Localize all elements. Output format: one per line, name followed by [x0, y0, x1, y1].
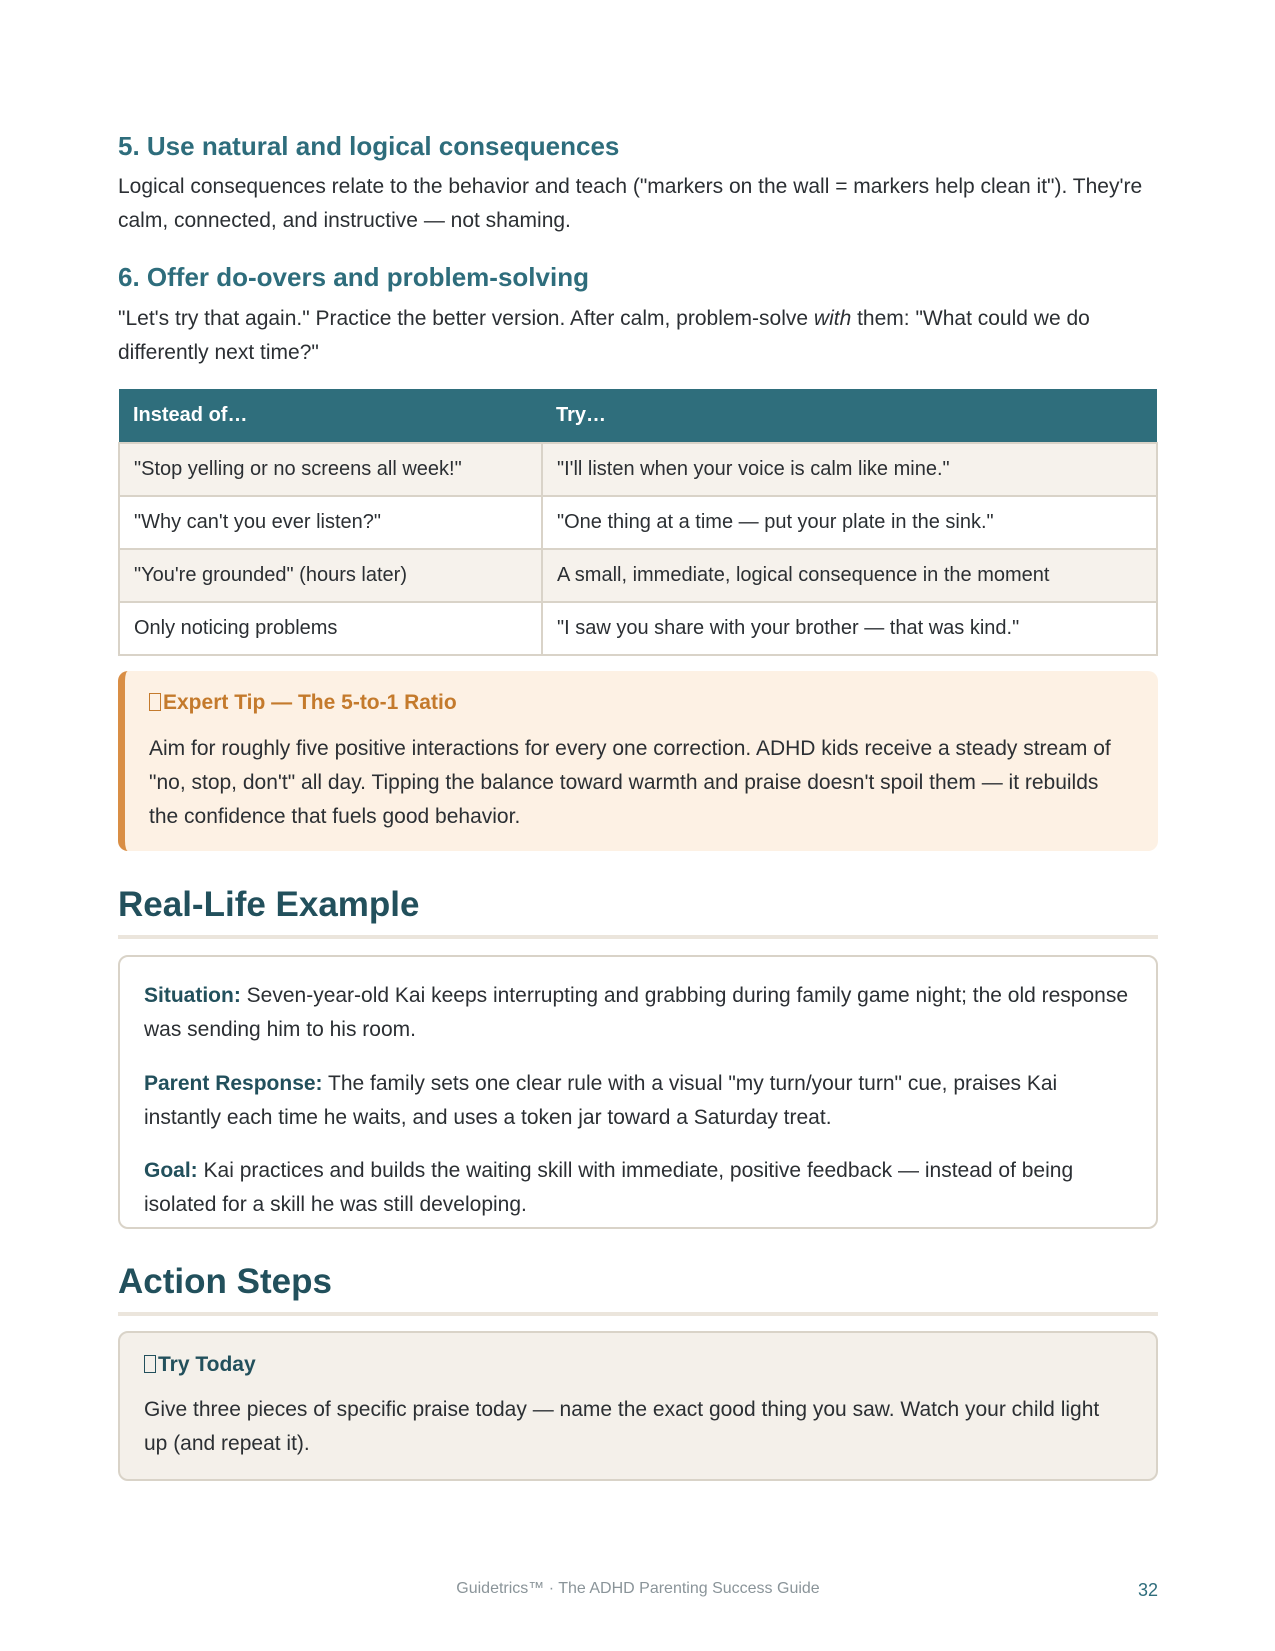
box-glyph-icon	[149, 693, 161, 711]
doovers-body-emphasis: with	[813, 307, 852, 330]
example-parent-response	[144, 1067, 1134, 1135]
doovers-body-before: "Let's try that again." Practice the better version. After calm, problem-solve	[118, 307, 814, 330]
situation-text: Seven-year-old Kai keeps interrupting and grabbing during family game night; the old response was sending him to his room.	[144, 984, 1129, 1041]
page-number: 32	[1137, 1580, 1158, 1600]
table-header-instead: Instead of…	[119, 389, 542, 443]
goal-text: Kai practices and builds the waiting skill with immediate, positive feedback — instead of being isolated for a skill he was still developing.	[144, 1159, 1074, 1216]
page-footer	[118, 1580, 1158, 1604]
box-glyph-icon	[144, 1355, 156, 1373]
try-today-title	[144, 1353, 256, 1377]
table-row	[119, 496, 1157, 549]
example-situation	[144, 979, 1134, 1047]
expert-tip-callout	[118, 671, 1158, 851]
instead-of-try-table	[118, 389, 1158, 656]
table-row	[119, 549, 1157, 602]
table-cell-try: "One thing at a time — put your plate in the sink."	[542, 496, 1157, 549]
doovers-heading: 6. Offer do-overs and problem-solving	[118, 262, 589, 292]
example-goal	[144, 1154, 1134, 1222]
parent-response-label: Parent Response:	[144, 1072, 323, 1095]
action-steps-heading: Action Steps	[118, 1260, 1158, 1316]
consequences-heading: 5. Use natural and logical consequences	[118, 131, 620, 161]
doovers-body	[118, 302, 1158, 370]
table-row	[119, 602, 1157, 655]
table-cell-instead: Only noticing problems	[119, 602, 542, 655]
real-life-example-heading: Real-Life Example	[118, 883, 1158, 939]
doovers-body-after: them: "What could we do differently next time?"	[118, 307, 1090, 364]
table-cell-instead: "You're grounded" (hours later)	[119, 549, 542, 602]
example-box	[118, 955, 1158, 1229]
try-today-box	[118, 1331, 1158, 1481]
expert-tip-body: Aim for roughly five positive interactions for every one correction. ADHD kids receive a steady stream of "no, stop, don't" all day. Tipping the balance toward warmth and praise doesn't spoil them — it rebuilds the confidence that fuels good behavior.	[149, 737, 1111, 828]
expert-tip-title	[149, 691, 457, 715]
footer-text: Guidetrics™ · The ADHD Parenting Success Guide	[456, 1580, 820, 1597]
table-header-try: Try…	[542, 389, 1157, 443]
try-today-body: Give three pieces of specific praise today — name the exact good thing you saw. Watch your child light up (and repeat it).	[144, 1398, 1100, 1455]
table-cell-instead: "Why can't you ever listen?"	[119, 496, 542, 549]
table-row	[119, 443, 1157, 496]
table-header-row	[119, 389, 1157, 443]
expert-tip-title-text: Expert Tip — The 5-to-1 Ratio	[163, 691, 457, 714]
table-cell-try: "I saw you share with your brother — that was kind."	[542, 602, 1157, 655]
table-cell-instead: "Stop yelling or no screens all week!"	[119, 443, 542, 496]
table-cell-try: A small, immediate, logical consequence in the moment	[542, 549, 1157, 602]
situation-label: Situation:	[144, 984, 241, 1007]
parent-response-text: The family sets one clear rule with a visual "my turn/your turn" cue, praises Kai instantly each time he waits, and uses a token jar toward a Saturday treat.	[144, 1072, 1058, 1129]
table-cell-try: "I'll listen when your voice is calm like mine."	[542, 443, 1157, 496]
try-today-title-text: Try Today	[158, 1353, 256, 1376]
goal-label: Goal:	[144, 1159, 198, 1182]
consequences-body: Logical consequences relate to the behavior and teach ("markers on the wall = markers help clean it"). They're calm, connected, and instructive — not shaming.	[118, 175, 1143, 232]
